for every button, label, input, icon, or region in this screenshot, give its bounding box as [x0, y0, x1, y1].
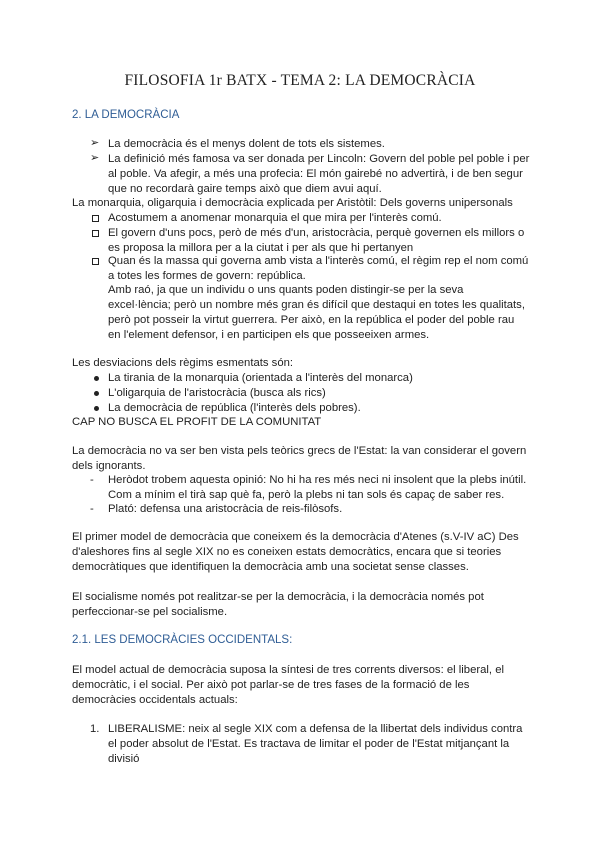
section-heading: 2. LA DEMOCRÀCIA — [72, 109, 180, 121]
dash-bullet-icon: - — [90, 503, 94, 515]
square-bullet-icon — [92, 215, 99, 222]
paragraph: El primer model de democràcia que coneixem és la democràcia d'Atenes (s.V-IV aC) Des d'aleshores fins al segle XIX no es coneixen estats democràtics, encara que si teories democràtiques que identifiquen la democràcia amb una societat sense classes. — [72, 531, 519, 573]
paragraph: El socialisme només pot realitzar-se per la democràcia, i la democràcia només pot perfeccionar-se pel socialisme. — [72, 591, 484, 618]
square-bullet-icon — [92, 258, 99, 265]
dash-bullet-icon: - — [90, 474, 94, 486]
page-title: FILOSOFIA 1r BATX - TEMA 2: LA DEMOCRÀCIA — [124, 72, 476, 89]
arrow-bullet-icon: ➢ — [90, 152, 100, 164]
document-page: FILOSOFIA 1r BATX - TEMA 2: LA DEMOCRÀCIA 2. LA DEMOCRÀCIA ➢ La democràcia és el menys dolent de tots els sistemes. ➢ La definició més famosa va ser donada per Lincoln: Govern del poble pel poble i per al poble. Va afegir, a més una profecia: El món gairebé no advertirà, i de ben segur que no recordarà gaire temps això que diem avui aquí. La monarquia, oligarquia i democràcia explicada per Aristòtil: Dels governs unipersonals Acostumem a anomenar monarquia el que mira per l'interès comú. El govern d'uns pocs, però de més d'un, aristocràcia, perquè governen els millors o es proposa la millora per a la ciutat i per als que hi pertanyen Quan és la massa qui governa amb vista a l'interès comú, el règim rep el nom comú a totes les formes de govern: república. Amb raó, ja que un individu o uns quants poden distingir-se per la seva excel·lència; però un nombre més gran és difícil que destaqui en totes les qualitats, però pot posseir la virtut guerrera. Per això, en la república el poder del poble rau en l'element defensor, i en participen els que posseeixen armes. Les desviacions dels règims esmentats són: La tirania de la monarquia (orientada a l'interès del monarca) L'oligarquia de l'aristocràcia (busca als rics) La democràcia de república (l'interès dels pobres). CAP NO BUSCA EL PROFIT DE LA COMUNITAT La democràcia no va ser ben vista pels teòrics grecs de l'Estat: la van considerar el govern dels ignorants. - Heròdot trobem aquesta opinió: No hi ha res més neci ni insolent que la plebs inútil. Com a mínim el tirà sap què fa, però la plebs ni tan sols és capaç de saber res. - Plató: defensa una aristocràcia de reis-filòsofs. El primer model de democràcia que coneixem és la democràcia d'Atenes (s.V-IV aC) Des d'aleshores fins al segle XIX no es coneixen estats democràtics, encara que si teories democràtiques que identifiquen la democràcia amb una societat sense classes. El socialisme només pot realitzar-se per la democràcia, i la democràcia només pot perfeccionar-se pel socialisme. 2.1. LES DEMOCRÀCIES OCCIDENTALS: El model actual de democràcia suposa la síntesi de tres corrents diversos: el liberal, el democràtic, i el social. Per això pot parlar-se de tres fases de la formació de les democràcies occidentals actuals: 1. LIBERALISME: neix al segle XIX com a defensa de la llibertat dels individus contra el poder absolut de l'Estat. Es tractava de limitar el poder de l'Estat mitjançant la divisió — [0, 0, 600, 848]
list-number: 1. — [90, 723, 100, 735]
dot-bullet-icon — [94, 376, 99, 381]
arrow-bullet-icon: ➢ — [90, 137, 100, 149]
dot-bullet-icon — [94, 391, 99, 396]
dot-bullet-icon — [94, 406, 99, 411]
paragraph: Les desviacions dels règims esmentats són: — [72, 357, 294, 369]
paragraph: El model actual de democràcia suposa la síntesi de tres corrents diversos: el liberal, el democràtic, i el social. Per això pot parlar-se de tres fases de la formació de les democràcies occidentals actuals: — [72, 664, 505, 706]
square-bullet-icon — [92, 230, 99, 237]
paragraph: Amb raó, ja que un individu o uns quants poden distingir-se per la seva excel·lència; però un nombre més gran és difícil que destaqui en totes les qualitats, però pot posseir la virtut guerrera. Per això, en la república el poder del poble rau en l'element defensor, i en participen els que posseeixen armes. — [108, 284, 525, 341]
paragraph: La democràcia no va ser ben vista pels teòrics grecs de l'Estat: la van considerar el govern dels ignorants. — [72, 445, 527, 472]
paragraph: CAP NO BUSCA EL PROFIT DE LA COMUNITAT — [72, 416, 322, 428]
paragraph: La monarquia, oligarquia i democràcia explicada per Aristòtil: Dels governs unipersonals — [72, 197, 513, 209]
section-heading: 2.1. LES DEMOCRÀCIES OCCIDENTALS: — [72, 634, 293, 646]
